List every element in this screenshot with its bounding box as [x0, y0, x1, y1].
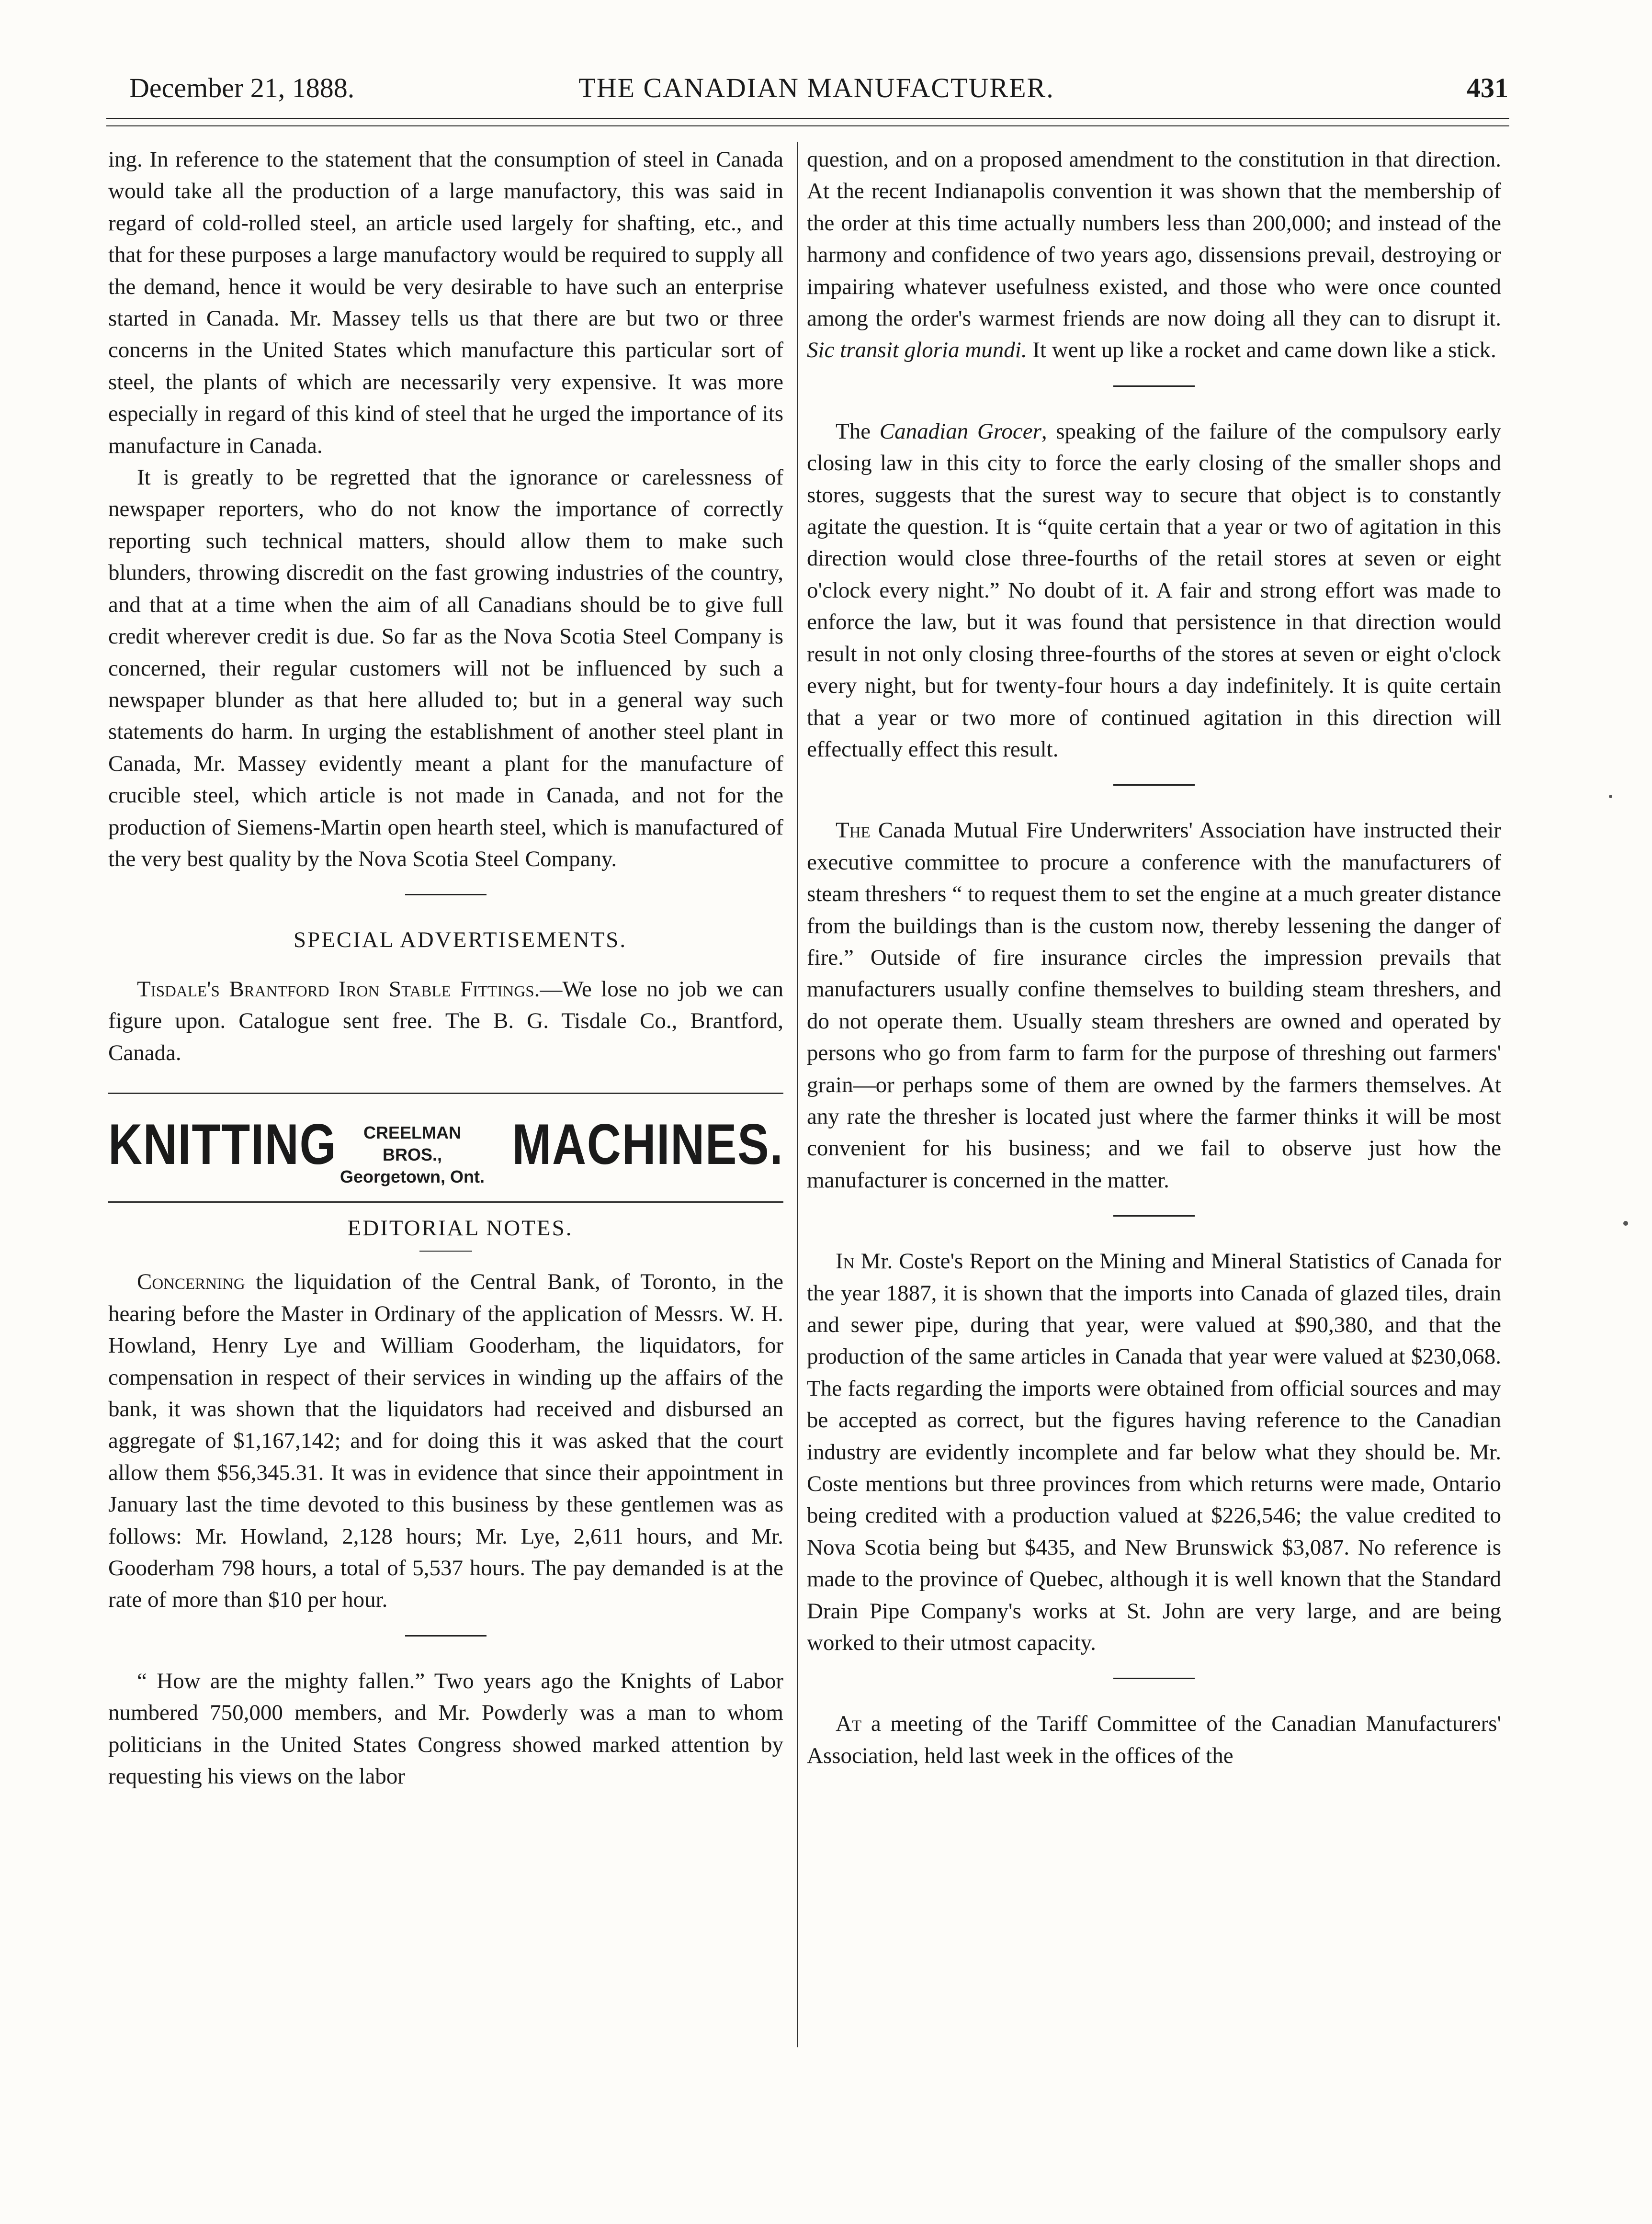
machines-word: MACHINES.: [512, 1112, 783, 1176]
fire-underwriters-text: Canada Mutual Fire Underwriters' Association have instructed their executive committee to procure a conference with the manufacturers of steam threshers “ to request them to set the engine at a much greater distance from the buildings than is the custom now, thereby lessening the danger of fire.” Outside of fire insurance circles the impression prevails that manufacturers usually confine themselves to building steam threshers, and do not operate them. Usually steam threshers are owned and operated by persons who go from farm to farm for the purpose of threshing out farmers' grain—or perhaps some of them are owned by the farmers themselves. At any rate the thresher is located just where the farmer thinks it will be most convenient for his business; and we fail to observe just how the manufacturer is concerned in the matter.: [807, 818, 1501, 1193]
grocer-text-b: , speaking of the failure of the compulsory early closing law in this city to force the early closing of the smaller shops and stores, suggests that the surest way to secure that object is to constantly agitate the question. It is “quite certain that a year or two of agitation in this direction would close three-fourths of the retail stores at seven or eight o'clock every night.” No doubt of it. A fair and strong effort was made to enforce the law, but it was found that persistence in that direction would result in not only closing three-fourths of the stores at seven or eight o'clock every night, but for twenty-four hours a day indefinitely. It is quite certain that a year or two more of continued agitation in this direction will effectually effect this result.: [807, 418, 1501, 762]
latin-phrase: Sic transit gloria mundi.: [807, 338, 1027, 363]
header-title: THE CANADIAN MANUFACTURER.: [578, 72, 1054, 103]
tisdale-advertisement: [108, 973, 783, 1069]
right-column: [807, 144, 1501, 1772]
central-bank-text: the liquidation of the Central Bank, of Toronto, in the hearing before the Master in Ordinary of the application of Messrs. W. H. Howland, Henry Lye and William Gooderham, the liquidators, for compensation in respect of their services in winding up the affairs of the bank, it was shown that the liquidators had received and disbursed an aggregate of $1,167,142; and for doing this it was asked that the court allow them $56,345.31. It was in evidence that since their appointment in January last the time devoted to this business by these gentlemen was as follows: Mr. Howland, 2,128 hours; Mr. Lye, 2,611 hours, and Mr. Gooderham 798 hours, a total of 5,537 hours. The pay demanded is at the rate of more than $10 per hour.: [108, 1269, 783, 1613]
central-bank-lead: Concerning: [137, 1269, 245, 1295]
central-bank-paragraph: [108, 1266, 783, 1615]
grocer-text-a: The: [836, 418, 880, 444]
knitting-company-location: Georgetown, Ont.: [340, 1166, 485, 1186]
scan-speck: [1609, 795, 1612, 798]
special-advertisements-heading: SPECIAL ADVERTISEMENTS.: [293, 927, 627, 953]
knitting-machines-advertisement: [108, 1093, 783, 1203]
steel-article-continuation: ing. In reference to the statement that the consumption of steel in Canada would take all the production of a large manufactory, this was said in regard of cold-rolled steel, an article used largely for shafting, etc., and that for these purposes a large manufactory would be required to supply all the demand, hence it would be very desirable to have such an enterprise started in Canada. Mr. Massey tells us that there are but two or three concerns in the United States which manufacture this particular sort of steel, the plants of which are necessarily very expensive. It was more especially in regard of this kind of steel that he urged the importance of its manufacture in Canada.: [108, 147, 783, 458]
knitting-company-name: CREELMAN BROS.,: [363, 1122, 461, 1164]
fire-underwriters-paragraph: [807, 814, 1501, 1196]
coste-report-lead: In: [836, 1249, 855, 1274]
knights-of-labor-paragraph: “ How are the mighty fallen.” Two years ago the Knights of Labor numbered 750,000 members, and Mr. Powderly was a man to whom politicians in the United States Congress showed marked attention by requesting his views on the labor: [108, 1668, 783, 1789]
grocer-title: Canadian Grocer: [879, 418, 1041, 444]
knights-of-labor-continuation: [807, 144, 1501, 366]
knights-text-a: question, and on a proposed amendment to the constitution in that direction. At the recent Indianapolis convention it was shown that the membership of the order at this time actually numbers less than 200,000; and instead of the harmony and confidence of two years ago, dissensions prevail, destroying or impairing whatever usefulness existed, and those who were once counted among the order's warmest friends are now doing all they can to disrupt it.: [807, 147, 1501, 331]
coste-report-text: Mr. Coste's Report on the Mining and Mineral Statistics of Canada for the year 1887, it is shown that the imports into Canada of glazed tiles, drain and sewer pipe, during that year, were valued at $90,380, and that the production of the same articles in Canada that year were valued at $230,068. The facts regarding the imports were obtained from official sources and may be accepted as correct, but the figures having reference to the Canadian industry are evidently incomplete and far below what they should be. Mr. Coste mentions but three provinces from which returns were made, Ontario being credited with a production valued at $226,546; the value credited to Nova Scotia being but $435, and New Brunswick $3,087. No reference is made to the province of Quebec, although it is well known that the Standard Drain Pipe Company's works at St. John are very large, and are being worked to their utmost capacity.: [807, 1249, 1501, 1656]
column-divider: [797, 142, 798, 2047]
scan-speck: [1623, 1221, 1628, 1226]
tisdale-ad-lead: Tisdale's Brantford Iron Stable Fittings.: [137, 976, 540, 1002]
header-rule-bottom: [106, 125, 1509, 126]
page-header: [105, 72, 1528, 110]
knitting-company-block: [333, 1122, 491, 1188]
header-date: December 21, 1888.: [129, 72, 355, 103]
knights-text-b: It went up like a rocket and came down like a stick.: [1027, 338, 1496, 363]
canadian-grocer-paragraph: [807, 416, 1501, 765]
editorial-notes-heading: EDITORIAL NOTES.: [347, 1215, 573, 1241]
tisdale-ad-text: —We lose no job we can figure upon. Catalogue sent free. The B. G. Tisdale Co., Brantford, Canada.: [108, 976, 783, 1065]
steel-article-paragraph: It is greatly to be regretted that the ignorance or carelessness of newspaper reporters, who do not know the importance of correctly reporting such technical matters, should allow them to make such blunders, throwing discredit on the fast growing industries of the country, and that at a time when the aim of all Canadians should be to give full credit wherever credit is due. So far as the Nova Scotia Steel Company is concerned, their regular customers will not be influenced by such a newspaper blunder as that here alluded to; but in a general way such statements do harm. In urging the establishment of another steel plant in Canada, Mr. Massey evidently meant a plant for the manufacture of crucible steel, which article is not made in Canada, and not for the production of Siemens-Martin open hearth steel, which is manufactured of the very best quality by the Nova Scotia Steel Company.: [108, 465, 783, 871]
tariff-committee-text: a meeting of the Tariff Committee of the Canadian Manufacturers' Association, held last week in the offices of the: [807, 1711, 1501, 1768]
tariff-committee-paragraph: [807, 1708, 1501, 1772]
knitting-word: KNITTING: [108, 1112, 337, 1176]
coste-report-paragraph: [807, 1245, 1501, 1659]
header-rule-top: [106, 118, 1509, 119]
fire-underwriters-lead: The: [836, 818, 871, 843]
tariff-committee-lead: At: [836, 1711, 862, 1737]
header-page-number: 431: [1467, 72, 1508, 103]
left-column: [108, 144, 783, 1792]
